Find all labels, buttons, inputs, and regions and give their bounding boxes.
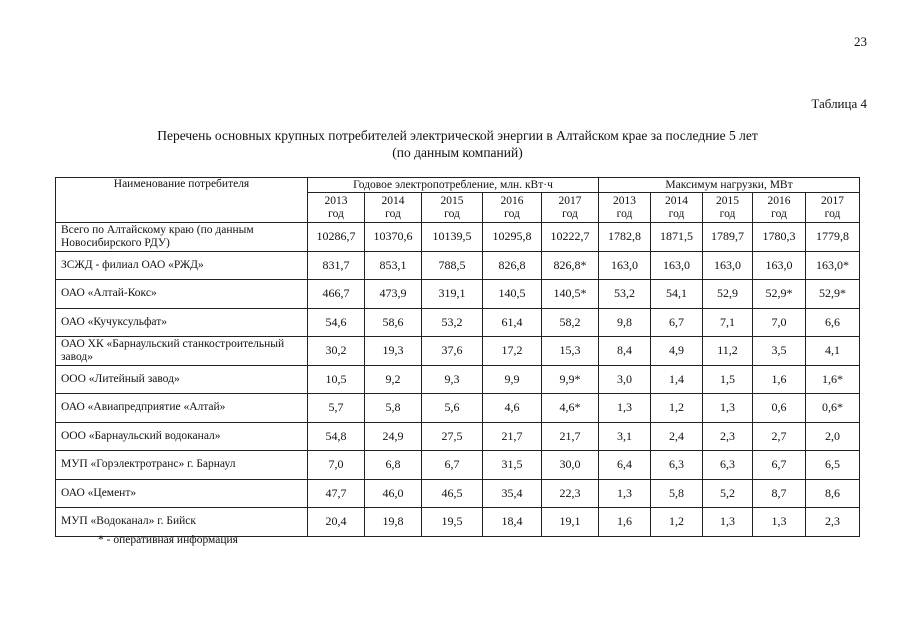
load-cell: 2,3	[703, 422, 753, 451]
consumption-cell: 826,8*	[542, 251, 599, 280]
load-cell: 1789,7	[703, 223, 753, 252]
consumer-name-cell: ООО «Барнаульский водоканал»	[56, 422, 308, 451]
load-cell: 0,6	[753, 394, 806, 423]
consumption-cell: 58,2	[542, 308, 599, 337]
consumption-cell: 9,2	[365, 365, 422, 394]
load-cell: 1,2	[651, 394, 703, 423]
year-value: 2017	[821, 194, 845, 207]
consumption-cell: 9,3	[422, 365, 483, 394]
table-label: Таблица 4	[811, 96, 867, 111]
load-cell: 2,3	[806, 508, 860, 537]
load-cell: 2,4	[651, 422, 703, 451]
consumption-cell: 466,7	[308, 280, 365, 309]
load-cell: 6,3	[651, 451, 703, 480]
page-number: 23	[854, 34, 867, 49]
table-row	[56, 394, 860, 423]
load-cell: 7,1	[703, 308, 753, 337]
load-cell: 3,0	[599, 365, 651, 394]
consumption-cell: 61,4	[483, 308, 542, 337]
header-year-consumption-2014	[365, 193, 422, 223]
consumption-cell: 17,2	[483, 337, 542, 366]
consumption-cell: 10295,8	[483, 223, 542, 252]
consumption-cell: 37,6	[422, 337, 483, 366]
load-cell: 6,4	[599, 451, 651, 480]
consumption-cell: 788,5	[422, 251, 483, 280]
footnote: * - оперативная информация	[98, 534, 238, 546]
header-consumer: Наименование потребителя	[56, 178, 308, 223]
header-consumption: Годовое электропотребление, млн. кВт·ч	[308, 178, 599, 193]
year-suffix: год	[824, 207, 841, 220]
load-cell: 53,2	[599, 280, 651, 309]
consumer-name-cell: Всего по Алтайскому краю (по данным Новосибирского РДУ)	[56, 223, 308, 252]
table-body	[56, 223, 860, 537]
load-cell: 2,7	[753, 422, 806, 451]
consumption-cell: 19,3	[365, 337, 422, 366]
consumption-cell: 5,7	[308, 394, 365, 423]
table-row	[56, 365, 860, 394]
consumption-cell: 19,8	[365, 508, 422, 537]
table-row	[56, 280, 860, 309]
consumption-cell: 7,0	[308, 451, 365, 480]
year-value: 2017	[558, 194, 582, 207]
consumption-cell: 19,5	[422, 508, 483, 537]
consumer-name-cell: ОАО ХК «Барнаульский станкостроительный завод»	[56, 337, 308, 366]
consumption-cell: 10,5	[308, 365, 365, 394]
year-value: 2014	[381, 194, 405, 207]
consumption-cell: 20,4	[308, 508, 365, 537]
consumption-cell: 473,9	[365, 280, 422, 309]
table-row	[56, 479, 860, 508]
consumption-cell: 9,9*	[542, 365, 599, 394]
consumption-cell: 10370,6	[365, 223, 422, 252]
consumption-cell: 27,5	[422, 422, 483, 451]
consumer-name-cell: ЗСЖД - филиал ОАО «РЖД»	[56, 251, 308, 280]
consumption-cell: 22,3	[542, 479, 599, 508]
load-cell: 1780,3	[753, 223, 806, 252]
load-cell: 8,6	[806, 479, 860, 508]
load-cell: 8,4	[599, 337, 651, 366]
table-row	[56, 508, 860, 537]
consumer-name-cell: ОАО «Цемент»	[56, 479, 308, 508]
consumption-cell: 30,2	[308, 337, 365, 366]
header-year-consumption-2017	[542, 193, 599, 223]
load-cell: 0,6*	[806, 394, 860, 423]
consumption-cell: 319,1	[422, 280, 483, 309]
header-row-groups	[56, 178, 860, 193]
consumption-cell: 47,7	[308, 479, 365, 508]
consumption-cell: 31,5	[483, 451, 542, 480]
year-suffix: год	[562, 207, 578, 220]
load-cell: 4,9	[651, 337, 703, 366]
table-row	[56, 308, 860, 337]
load-cell: 163,0	[599, 251, 651, 280]
consumption-cell: 54,8	[308, 422, 365, 451]
load-cell: 6,7	[651, 308, 703, 337]
load-cell: 1,6*	[806, 365, 860, 394]
load-cell: 1,6	[753, 365, 806, 394]
consumer-name-cell: МУП «Водоканал» г. Бийск	[56, 508, 308, 537]
year-suffix: год	[328, 207, 344, 220]
consumption-cell: 35,4	[483, 479, 542, 508]
year-suffix: год	[616, 207, 633, 220]
consumption-cell: 24,9	[365, 422, 422, 451]
consumer-name-cell: ОАО «Авиапредприятие «Алтай»	[56, 394, 308, 423]
year-value: 2013	[324, 194, 348, 207]
load-cell: 54,1	[651, 280, 703, 309]
load-cell: 1,3	[599, 479, 651, 508]
load-cell: 6,3	[703, 451, 753, 480]
title-line-1: Перечень основных крупных потребителей электрической энергии в Алтайском крае за последние 5 лет	[157, 128, 758, 143]
consumption-cell: 10286,7	[308, 223, 365, 252]
consumption-cell: 15,3	[542, 337, 599, 366]
year-suffix: год	[504, 207, 520, 220]
load-cell: 163,0	[753, 251, 806, 280]
consumption-cell: 4,6*	[542, 394, 599, 423]
year-suffix: год	[444, 207, 460, 220]
load-cell: 11,2	[703, 337, 753, 366]
consumption-cell: 21,7	[483, 422, 542, 451]
header-year-load-2017	[806, 193, 860, 223]
year-value: 2015	[440, 194, 464, 207]
load-cell: 1779,8	[806, 223, 860, 252]
table-row	[56, 451, 860, 480]
consumption-cell: 6,7	[422, 451, 483, 480]
load-cell: 1,2	[651, 508, 703, 537]
consumption-cell: 10222,7	[542, 223, 599, 252]
header-year-load-2016	[753, 193, 806, 223]
table-row	[56, 422, 860, 451]
load-cell: 163,0*	[806, 251, 860, 280]
load-cell: 3,1	[599, 422, 651, 451]
load-cell: 1,6	[599, 508, 651, 537]
consumption-cell: 5,8	[365, 394, 422, 423]
load-cell: 52,9*	[753, 280, 806, 309]
title-line-2: (по данным компаний)	[392, 145, 523, 160]
consumer-name-cell: ОАО «Алтай-Кокс»	[56, 280, 308, 309]
consumer-name-cell: ОАО «Кучуксульфат»	[56, 308, 308, 337]
consumption-cell: 19,1	[542, 508, 599, 537]
load-cell: 7,0	[753, 308, 806, 337]
load-cell: 1,4	[651, 365, 703, 394]
load-cell: 52,9*	[806, 280, 860, 309]
consumption-cell: 46,5	[422, 479, 483, 508]
year-value: 2013	[613, 194, 636, 207]
header-year-consumption-2013	[308, 193, 365, 223]
consumption-cell: 140,5	[483, 280, 542, 309]
table-row	[56, 337, 860, 366]
table-row	[56, 223, 860, 252]
consumption-cell: 30,0	[542, 451, 599, 480]
load-cell: 1,5	[703, 365, 753, 394]
consumption-cell: 853,1	[365, 251, 422, 280]
consumption-cell: 831,7	[308, 251, 365, 280]
year-value: 2015	[716, 194, 739, 207]
load-cell: 1,3	[703, 394, 753, 423]
consumer-name-cell: ООО «Литейный завод»	[56, 365, 308, 394]
consumption-cell: 826,8	[483, 251, 542, 280]
load-cell: 3,5	[753, 337, 806, 366]
load-cell: 5,2	[703, 479, 753, 508]
load-cell: 8,7	[753, 479, 806, 508]
load-cell: 5,8	[651, 479, 703, 508]
load-cell: 52,9	[703, 280, 753, 309]
consumption-cell: 5,6	[422, 394, 483, 423]
header-year-consumption-2016	[483, 193, 542, 223]
load-cell: 6,6	[806, 308, 860, 337]
load-cell: 1871,5	[651, 223, 703, 252]
year-value: 2016	[500, 194, 524, 207]
header-year-load-2015	[703, 193, 753, 223]
year-suffix: год	[719, 207, 736, 220]
load-cell: 2,0	[806, 422, 860, 451]
consumption-cell: 140,5*	[542, 280, 599, 309]
header-year-consumption-2015	[422, 193, 483, 223]
header-year-load-2014	[651, 193, 703, 223]
load-cell: 1,3	[703, 508, 753, 537]
load-cell: 4,1	[806, 337, 860, 366]
header-load: Максимум нагрузки, МВт	[599, 178, 860, 193]
consumption-cell: 10139,5	[422, 223, 483, 252]
load-cell: 6,5	[806, 451, 860, 480]
load-cell: 163,0	[651, 251, 703, 280]
consumption-cell: 21,7	[542, 422, 599, 451]
consumption-cell: 46,0	[365, 479, 422, 508]
consumption-cell: 58,6	[365, 308, 422, 337]
consumer-name-cell: МУП «Горэлектротранс» г. Барнаул	[56, 451, 308, 480]
consumption-cell: 9,9	[483, 365, 542, 394]
header-year-load-2013	[599, 193, 651, 223]
consumption-cell: 18,4	[483, 508, 542, 537]
load-cell: 163,0	[703, 251, 753, 280]
year-suffix: год	[385, 207, 401, 220]
year-suffix: год	[668, 207, 685, 220]
load-cell: 1,3	[753, 508, 806, 537]
year-suffix: год	[771, 207, 787, 220]
consumers-table	[55, 177, 860, 537]
consumption-cell: 6,8	[365, 451, 422, 480]
load-cell: 9,8	[599, 308, 651, 337]
consumption-cell: 4,6	[483, 394, 542, 423]
load-cell: 1,3	[599, 394, 651, 423]
load-cell: 6,7	[753, 451, 806, 480]
consumption-cell: 54,6	[308, 308, 365, 337]
load-cell: 1782,8	[599, 223, 651, 252]
year-value: 2014	[665, 194, 688, 207]
table-title	[60, 127, 855, 161]
year-value: 2016	[767, 194, 791, 207]
table-row	[56, 251, 860, 280]
consumption-cell: 53,2	[422, 308, 483, 337]
